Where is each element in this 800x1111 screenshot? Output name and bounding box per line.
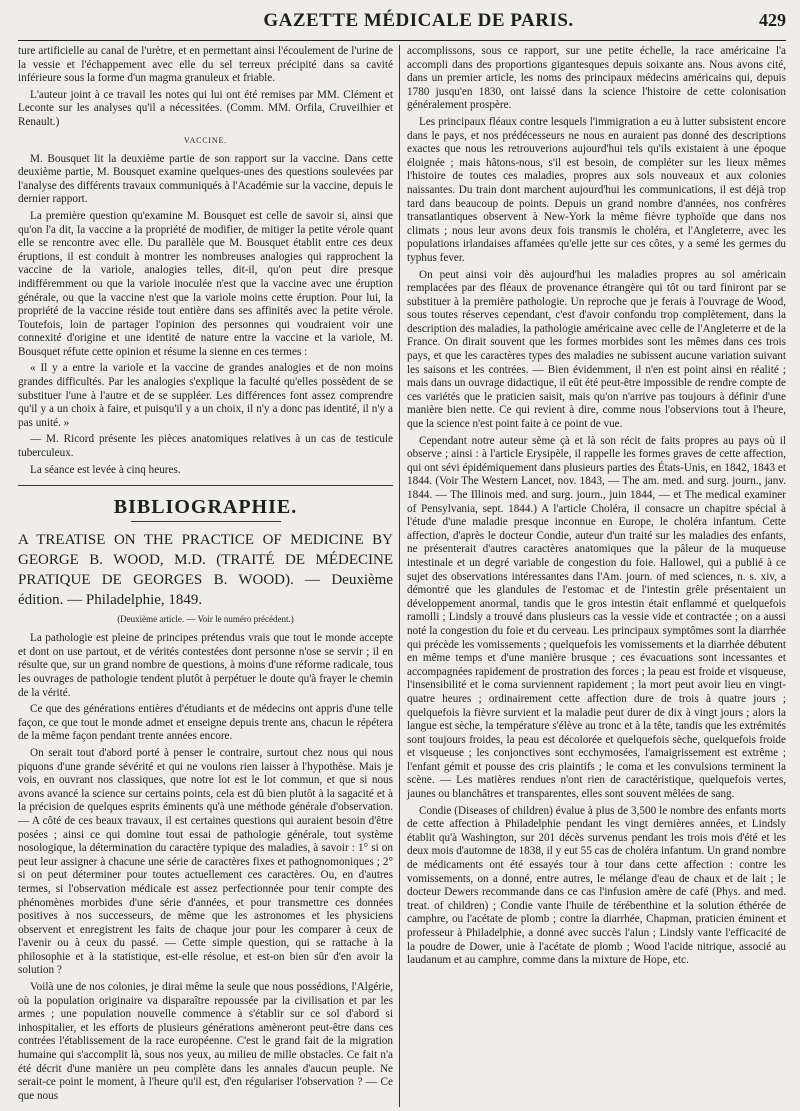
page-header [18,10,786,41]
journal-title: GAZETTE MÉDICALE DE PARIS. [263,10,574,31]
vaccine-paragraph: La première question qu'examine M. Bousquet est celle de savoir si, ainsi que qu'on l'a dit, la vaccine a la propriété de modifier, de mitiger la petite vérole quant elle se rencontre avec elle. Du parallèle que M. Bousquet établit entre ces deux éruptions, il est conduit à montrer les nombreuses analogies qui rapprochent la vaccine de la variole, analogies telles, dit-il, qu'on peut dire presque indifféremment ou que la variole inoculée n'est que la vaccine avec une éruption générale, ou que la vaccine n'est que la variole moins cette éruption. Pour lui, la propriété de la vaccine réside tout entière dans ses affinités avec la petite vérole. Toutefois, loin de partager l'opinion des personnes qui voudraient voir une connexité d'origine et une identité de nature entre la vaccine et la variole, M. Bousquet réfute cette opinion et résume la sienne en ces termes : [18,209,393,358]
article-paragraph: On peut ainsi voir dès aujourd'hui les maladies propres au sol américain remplacées par des fléaux de provenance étrangère qui tôt ou tard finiront par se substituer à la première pathologie. Un reproche que je ferais à l'ouvrage de Wood, sous toutes réserves cependant, c'est d'avoir confondu trop complètement, dans la description des maladies, la pathologie américaine avec celle de l'Angleterre et de la France. On dirait souvent que les formes morbides sont les mêmes dans ces trois pays, et que les caractères types des maladies ne subissent aucune variation suivant les saisons et les contrées. — Bien évidemment, il n'en est point ainsi en réalité ; mais dans un ouvrage didactique, il eût été peut-être impossible de rendre compte de ces variétés que le praticien saisit, mais qu'on n'arrive pas toujours à définir d'une manière bien nette. Ce qui revient à dire, comme nous l'observions tout à l'heure, que la science n'est point faite à ce point de vue. [407,268,786,431]
intro-paragraph: ture artificielle au canal de l'urètre, et en permettant ainsi l'écoulement de l'urine de la vessie et l'échappement avec elle du sel terreux précipité dans sa cavité inférieure sous la forme d'un magma granuleux et friable. [18,45,393,85]
book-subtitle: (Deuxième article. — Voir le numéro précédent.) [117,614,294,625]
page-number: 429 [759,10,786,30]
vaccine-paragraph: M. Bousquet lit la deuxième partie de son rapport sur la vaccine. Dans cette deuxième partie, M. Bousquet examine quelques-unes des questions soulevées par l'analyse des différents travaux communiqués à l'Académie sur la vaccine, depuis le dernier rapport. [18,152,393,206]
article-paragraph: Condie (Diseases of children) évalue à plus de 3,500 le nombre des enfants morts de cette affection à Philadelphie pendant les vingt dernières années, et Lindsly établit qu'à Washington, sur 201 décès survenus pendant les trois mois d'été et les deux mois d'automne de 1838, il y eut 55 cas de choléra infantum. Un grand nombre de médicaments ont été essayés tour à tour dans cette affection : contre les vomissements, on a donné, entre autres, le mélange d'eau de chaux et de lait ; le docteur Dewers recommande dans ce cas l'infusion amère de café (Phys. and med. treat. of children) ; Condie vante l'huile de térébenthine et la solution éthérée de camphre, ou l'acétate de plomb ; contre la diarrhée, Chapman, praticien éminent et professeur à Philadelphie, a donné avec succès l'alun ; Lindsly vante l'efficacité de la poudre de Dower, unie à l'acétate de plomb ; Wood l'acide nitrique, associé au laudanum et au camphre, comme dans la mixture de Hope, etc. [407,804,786,967]
session-end: La séance est levée à cinq heures. [30,463,181,476]
biblio-paragraph: Ce que des générations entières d'étudiants et de médecins ont appris d'une telle façon, ce que tout le monde admet et enseigne depuis trente ans, chacun le répétera de la même façon pendant trente années encore. [18,703,393,743]
vaccine-paragraph: — M. Ricord présente les pièces anatomiques relatives à un cas de testicule tuberculeux. [18,433,393,460]
intro-paragraph: L'auteur joint à ce travail les notes qui lui ont été remises par MM. Clément et Leconte sur les analyses qu'il a nécessitées. (Comm. MM. Orfila, Cruveilhier et Renault.) [18,88,393,128]
vaccine-section-label: VACCINE. [184,135,227,145]
article-paragraph: Les principaux fléaux contre lesquels l'immigration a eu à lutter subsistent encore dans le pays, et nos prédécesseurs ne nous en auraient pas donné des descriptions exactes que nous les retrouverions aujourd'hui tels qu'ils existaient à une époque éloignée ; mais hâtons-nous, s'il est besoin, de compléter sur les lieux mêmes l'histoire de toutes ces maladies, propres aux sols nouveaux et aux colonies naissantes. Du train dont marchent aujourd'hui les communications, il est déjà trop tard dans beaucoup de points. Depuis un grand nombre d'années, nos confrères transatlantiques observent à New-York la même fièvre typhoïde que dans nos climats ; nous leur avons deux fois transmis le choléra, et l'Angleterre, avec les populations irlandaises affamées qu'elle jette sur ces côtes, y a semé les germes du typhus fever. [407,115,786,264]
biblio-paragraph: On serait tout d'abord porté à penser le contraire, surtout chez nous qui nous piquons d'une grande sévérité et qui ne voulons rien laisser à l'hypothèse. Mais je vois, en ouvrant nos classiques, que notre lot est le lot commun, et que si nous avons avancé la science sur certains points, cela est dû bien plutôt à la sagacité et à la précision de quelques esprits éminents qu'à une méthode générale d'observation. — A côté de ces beaux travaux, il est certaines questions qui auraient besoin d'être posées ; ainsi ce qui domine tout essai de pathologie générale, tout système nosologique, la détermination du caractère typique des maladies, à savoir : 1° si on peut leur assigner à chacune une série de caractères fixes et pathognomoniques ; 2° si on peut déterminer pour toutes actuellement ces caractères. Ou, en d'autres termes, si l'observation médicale est assez perfectionnée pour tenir compte des phénomènes morbides d'une série d'années, et pour transmettre ces données positives à nos successeurs, de même que les astronomes et les physiciens observent et enregistrent les faits de chaque jour pour les comparer à ceux de l'avenir ou à ceux du passé. — Cette simple question, qui se rattache à la philosophie et à la statistique, est-elle résolue, et est-on bien sûr d'en avoir la solution ? [18,746,393,977]
article-paragraph: Cependant notre auteur sème çà et là son récit de faits propres au pays où il observe ; ainsi : à l'article Erysipèle, il rappelle les formes graves de cette affection, qui ont sévi épidémiquement dans plusieurs parties des États-Unis, en 1842, 1843 et 1844. (Voir The Western Lancet, nov. 1843, — The am. med. and surg. journ., janv. 1844. — The Illinois med. and surg. journ., juin 1844, — et The medical examiner of Pensylvania, sept. 1844.) A l'article Choléra, il consacre un chapitre spécial à l'étude d'une maladie presque inconnue en Europe, le choléra infantum. Cette affection, d'après le docteur Condie, auteur d'un traité sur les maladies des enfants, ne présenterait d'autres caractères anatomiques que la pâleur de la muqueuse intestinale et un degré variable de congestion du foie. Hallowel, qui a publié à ce sujet des observations intéressantes dans l'Am. journ. of med sciences, n. s. xiv, a démontré que les glandules de l'estomac et de l'intestin grêle présentaient un développement anormal, tandis que le gros intestin était enflammé et quelquefois ramolli ; Lindsly a trouvé dans plusieurs cas la vessie vide et contractée ; on a aussi noté la congestion du foie et du cerveau. Les principaux symptômes sont la diarrhée qui précède les vomissements ; quelquefois les vomissements et la diarrhée débutent en même temps et d'une manière brusque ; ces évacuations sont incessantes et accompagnées rapidement de prostration des forces ; la peau est froide et visqueuse, l'insensibilité et le coma surviennent rapidement ; la mort peut avoir lieu en vingt-quatre heures ; ordinairement cette affection dure de trois à quatre jours ; quelquefois la fièvre survient et la maladie peut durer de dix à vingt jours ; alors la langue est sèche, la température s'élève au tronc et à la tête, tandis que les extrémités sont toujours froides, la peau est décolorée et quelquefois sèche, quelquefois froide et visqueuse ; les conjonctives sont ecchymosées, l'amaigrissement est extrême ; l'enfant gémit et pousse des cris plaintifs ; le coma et les convulsions terminent la scène. — Les matières rendues n'ont rien de caractéristique, quelquefois vertes, jaunes ou blanchâtres et transparentes, elles sont souvent mêlées de sang. [407,434,786,801]
book-title: A TREATISE ON THE PRACTICE OF MEDICINE BY GEORGE B. WOOD, M.D. (TRAITÉ DE MÉDECINE PRATIQUE DE GEORGES B. WOOD). — Deuxième édition. — Philadelphie, 1849. [18,532,393,609]
biblio-paragraph: La pathologie est pleine de principes prétendus vrais que tout le monde accepte et dont on use partout, et de vérités contestées dont personne n'ose se servir ; il en résulte que, sur un grand nombre de questions, à moins d'une réforme radicale, tous les ouvrages de pathologie tendent plutôt à perpétuer le doute qu'à frayer le chemin de la vérité. [18,632,393,699]
article-paragraph: accomplissons, sous ce rapport, sur une petite échelle, la race américaine l'a accompli dans des proportions gigantesques depuis soixante ans. Nous avons cité, dans un premier article, les noms des principaux médecins américains qui, depuis 1780 jusqu'en 1830, ont laissé dans la science l'histoire de cette colonisation généralement prospère. [407,45,786,112]
heading-rule [131,521,281,522]
biblio-paragraph: Voilà une de nos colonies, je dirai même la seule que nous possédions, l'Algérie, où la population originaire va disparaître repoussée par la civilisation et par les armes ; une population nouvelle commence à s'établir sur ce sol d'abord si inhospitalier, et les efforts de plusieurs générations amèneront peut-être dans ces contrées l'établissement de la race européenne. C'est le grand fait de la migration humaine qui s'accomplit là, sous nos yeux, au milieu de mille obstacles. Ce fait n'a été décrit d'une manière un peu complète dans les annales d'aucun peuple. Ne serait-ce point le moment, à l'heure qu'il est, d'en régulariser l'observation ? — Ce que nous [18,981,393,1102]
left-column [18,45,399,1107]
columns [18,45,786,1107]
right-column [399,45,786,1107]
bibliographie-heading: BIBLIOGRAPHIE. [113,496,298,519]
section-separator [18,485,393,486]
vaccine-quote: « Il y a entre la variole et la vaccine de grandes analogies et de non moins grandes difficultés. Par les analogies s'explique la faculté qu'elles possèdent de se substituer l'une à l'autre et de se suppléer. Les différences font assez comprendre qu'il y a un choix à faire, et puisqu'il y a un choix, il n'y a donc pas identité, il n'y a pas unité. » [18,362,393,429]
